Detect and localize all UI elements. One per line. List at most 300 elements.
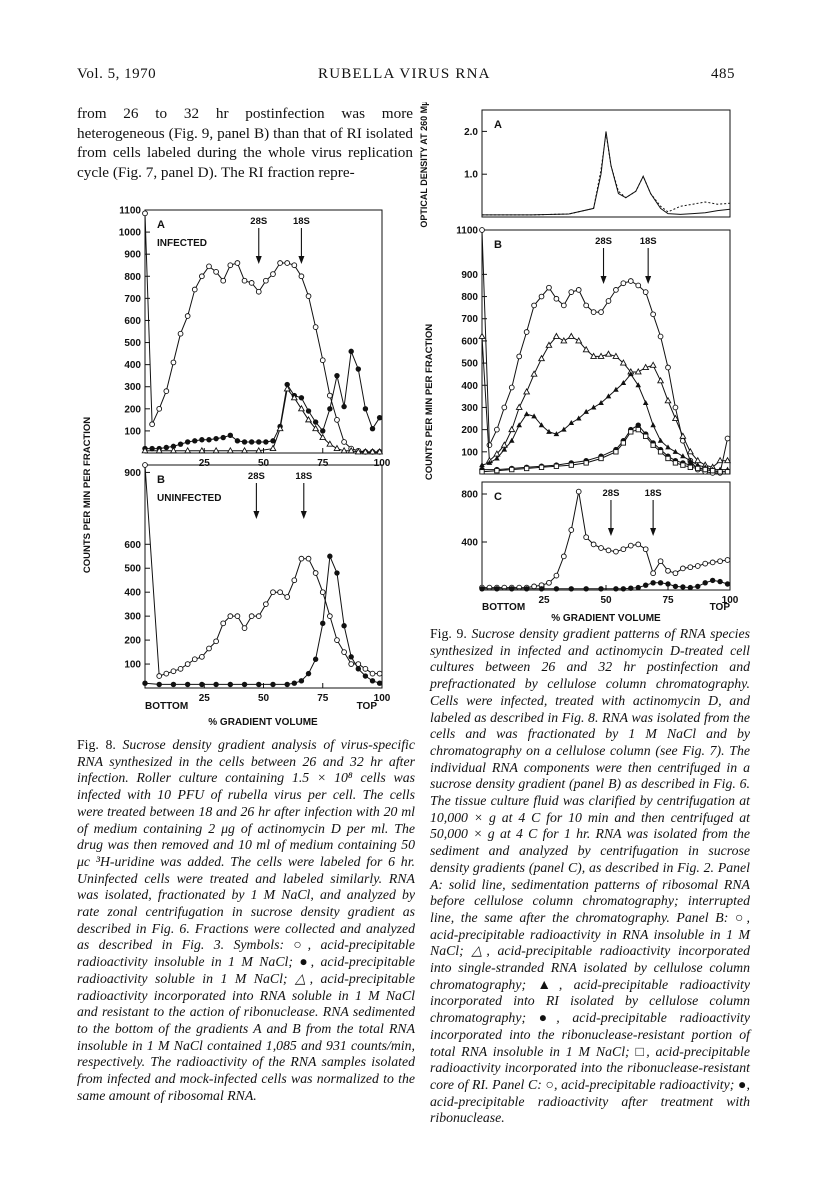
fig8A-series-1-point-12	[228, 433, 233, 438]
fig9B-series-4-point-1	[495, 468, 499, 472]
fig9B-series-1-point-12	[568, 333, 574, 338]
fig8B-series-0-point-13	[242, 626, 247, 631]
fig9C-series-0-point-18	[614, 549, 619, 554]
fig9B-series-1-point-23	[650, 362, 656, 367]
fig8A-panel-letter: A	[157, 219, 165, 231]
fig9B-series-4-point-6	[569, 463, 573, 467]
fig9B-ytick-label-3: 400	[461, 380, 478, 392]
fig8B-series-0-point-31	[370, 671, 375, 676]
fig9A-series-0-line	[482, 131, 730, 215]
fig9B-series-0-point-25	[666, 365, 671, 370]
fig9C-series-1-point-12	[636, 585, 641, 590]
fig9B-series-4-point-17	[673, 461, 677, 465]
fig8B-series-1-point-19	[348, 654, 353, 659]
fig9B-ytick-label-0: 100	[461, 447, 478, 459]
fig8B-series-1-point-11	[292, 681, 297, 686]
fig8A-series-0-point-3	[164, 389, 169, 394]
fig9B-frame	[482, 230, 730, 474]
fig8A-series-0-point-19	[278, 261, 283, 266]
fig8A-xtick-label-2: 75	[317, 458, 329, 469]
fig8B-series-1-point-10	[285, 682, 290, 687]
fig8B-ytick-label-5: 600	[124, 539, 141, 551]
fig9B-series-0-point-18	[614, 287, 619, 292]
fig8B-series-0-point-27	[342, 650, 347, 655]
fig8A-ytick-label-4: 500	[124, 338, 141, 350]
fig8B-series-1-line	[145, 556, 380, 684]
fig9C-series-1-point-4	[539, 586, 544, 591]
fig8A-series-2-point-5	[213, 448, 219, 453]
fig8B-series-0-point-21	[299, 556, 304, 561]
fig9-top-label: TOP	[709, 602, 730, 613]
fig9B-series-4-point-3	[524, 466, 528, 470]
fig8A-ytick-label-9: 1000	[118, 227, 141, 239]
fig8A-ytick-label-6: 700	[124, 293, 141, 305]
fig8B-series-0-point-2	[164, 671, 169, 676]
fig8B-series-1-point-23	[377, 681, 382, 686]
fig8B-series-0-point-20	[292, 578, 297, 583]
fig9B-series-2-point-14	[583, 409, 589, 414]
fig8A-series-1-point-9	[206, 437, 211, 442]
fig9B-series-2-point-22	[643, 400, 649, 405]
fig8A-series-0-point-23	[306, 294, 311, 299]
fig9C-series-1-point-21	[703, 580, 708, 585]
fig8B-series-1-point-4	[199, 682, 204, 687]
fig8A-series-0-point-15	[249, 281, 254, 286]
fig9B-ytick-label-7: 800	[461, 292, 478, 304]
fig8A-series-0-point-6	[185, 314, 190, 319]
fig9C-ytick-label-1: 800	[461, 489, 478, 501]
figure-9-caption-label: Fig. 9.	[430, 626, 467, 641]
fig8B-series-1-point-9	[270, 682, 275, 687]
fig8B-series-1-point-2	[171, 682, 176, 687]
fig8A-ytick-label-10: 1100	[119, 205, 141, 217]
fig9B-series-4-point-22	[710, 468, 714, 472]
fig8A-ytick-label-3: 400	[124, 360, 141, 372]
fig8A-series-0-point-5	[178, 331, 183, 336]
fig9B-series-0-point-9	[547, 285, 552, 290]
fig9C-series-0-point-32	[718, 559, 723, 564]
fig8A-series-0-point-24	[313, 325, 318, 330]
fig8A-marker-label-1: 18S	[292, 216, 310, 227]
fig8A-series-0-point-8	[199, 274, 204, 279]
fig8-top-label: TOP	[356, 701, 377, 712]
fig8B-xtick-label-2: 75	[317, 693, 329, 704]
fig8A-series-0-point-28	[342, 440, 347, 445]
fig8A-series-2-point-7	[242, 448, 248, 453]
fig8B-series-0-point-18	[278, 590, 283, 595]
fig8B-series-0-point-15	[256, 614, 261, 619]
figure-9-caption-text: Sucrose density gradient patterns of RNA species synthesized in infected and actinomycin D-treated cell cultures between 26 and 32 hr postinfection and prefractionated by cellulose column chromatography. Cells were infected, treated with actinomycin D, and labeled as described in Fig. 8. RNA was isolated from the cells and was fractionated by 1 M NaCl and by chromatography on a cellulose column (see Fig. 7). The individual RNA components were then centrifuged in a sucrose density gradient (panel B) as described in Fig. 6. The tissue culture fluid was clarified by centrifugation at 10,000 × g at 4 C for 10 min and then centrifuged at 50,000 × g at 4 C for 1 hr. RNA was isolated from the sediment and analyzed by centrifugation in sucrose density gradients (panel C), as described in Fig. 2. Panel A: solid line, sedimentation patterns of ribosomal RNA before cellulose column chromatography; interrupted line, the same after the chromatography. Panel B: ○, acid-precipitable radioactivity in RNA insoluble in 1 M NaCl; △, acid-precipitable radioactivity incorporated into single-stranded RNA isolated by cellulose column chromatography; ▲, acid-precipitable radioactivity incorporated into RI isolated by cellulose column chromatography; ●, acid-precipitable radioactivity incorporated into the ribonuclease-resistant portion of total RNA insoluble in 1 M NaCl; □, acid-precipitable radioactivity incorporated into the ribonuclease-resistant core of RI. Panel C: ○, acid-precipitable radioactivity; ●, acid-precipitable radioactivity after treatment with ribonuclease.	[430, 626, 751, 1126]
fig9B-series-0-point-2	[494, 427, 499, 432]
fig9A-ytick-label-1: 2.0	[464, 126, 478, 138]
fig8A-series-0-point-13	[235, 261, 240, 266]
fig8B-series-0-point-30	[363, 666, 368, 671]
fig9-x-axis-label: % GRADIENT VOLUME	[551, 613, 661, 622]
fig9B-series-2-point-26	[673, 449, 679, 454]
fig8A-series-1-point-7	[192, 438, 197, 443]
fig9B-series-0-point-6	[524, 330, 529, 335]
fig9B-series-2-line	[482, 374, 728, 469]
fig9C-series-1-point-10	[621, 586, 626, 591]
fig9B-series-0-point-5	[517, 354, 522, 359]
fig9B-series-1-point-0	[479, 333, 485, 338]
fig8A-ytick-label-7: 800	[124, 271, 141, 283]
fig8-x-axis-label: % GRADIENT VOLUME	[208, 717, 318, 728]
fig8A-series-1-point-32	[370, 426, 375, 431]
fig8A-series-0-point-12	[228, 263, 233, 268]
fig9C-xtick-label-1: 50	[600, 595, 612, 606]
fig8A-ytick-label-2: 300	[124, 382, 141, 394]
fig8A-series-0-point-2	[157, 406, 162, 411]
fig9B-series-1-point-11	[561, 338, 567, 343]
fig8A-series-0-point-0	[143, 211, 148, 216]
figure-8-caption-text: Sucrose density gradient analysis of virus-specific RNA synthesized in the cells between 26 and 32 hr after infection. Roller culture containing 1.5 × 10⁸ cells was infected with 10 PFU of rubella virus per cell. The cells were treated between 18 and 26 hr after infection with 20 ml of medium containing 2 μg of actinomycin D per ml. The drug was then removed and 10 ml of medium containing 50 μc ³H-uridine was added. The cells were labeled for 6 hr. Uninfected cells were treated and labeled similarly. RNA was isolated, fractionated by 1 M NaCl, and analyzed by rate zonal centrifugation in sucrose density gradient as described in Fig. 6. Fractions were collected and analyzed as described in Fig. 3. Symbols: ○, acid-precipitable radioactivity insoluble in 1 M NaCl; ●, acid-precipitable radioactivity soluble in 1 M NaCl; △, acid-precipitable radioactivity incorporated into RNA soluble in 1 M NaCl and resistant to the action of ribonuclease. RNA sedimented to the bottom of the gradients A and B from the total RNA insoluble in 1 M NaCl contained 1,085 and 931 counts/min, respectively. The radioactivity of the RNA samples isolated from infected and mock-infected cells was normalized to the same amount of ribosomal RNA.	[77, 737, 416, 1103]
fig9B-ytick-label-5: 600	[461, 336, 478, 348]
fig8B-series-0-point-14	[249, 614, 254, 619]
fig8A-series-1-point-16	[256, 439, 261, 444]
fig9B-series-4-point-0	[480, 470, 484, 474]
fig8B-series-1-point-20	[356, 666, 361, 671]
fig9C-series-0-point-17	[606, 548, 611, 553]
fig9-bottom-label: BOTTOM	[482, 602, 526, 613]
fig8A-series-1-point-30	[356, 366, 361, 371]
fig8B-series-0-point-12	[235, 614, 240, 619]
fig8-y-axis-label: COUNTS PER MIN PER FRACTION	[82, 416, 93, 574]
fig8B-series-0-point-4	[178, 666, 183, 671]
fig8A-ytick-label-1: 200	[124, 404, 141, 416]
fig9C-series-0-point-9	[547, 580, 552, 585]
fig9C-series-1-point-15	[658, 580, 663, 585]
fig9A-panel-letter: A	[494, 119, 502, 131]
fig9C-ytick-label-0: 400	[461, 537, 478, 549]
fig8B-series-0-point-26	[335, 638, 340, 643]
fig9B-series-1-point-13	[576, 338, 582, 343]
fig8A-series-0-point-14	[242, 278, 247, 283]
fig9A-ytick-label-0: 1.0	[464, 169, 478, 181]
fig9B-series-4-point-15	[658, 450, 662, 454]
page-number: 485	[711, 66, 735, 82]
fig9B-series-1-point-8	[539, 356, 545, 361]
fig8B-series-1-point-14	[313, 657, 318, 662]
fig9B-ytick-label-2: 300	[461, 402, 478, 414]
running-header-volume: Vol. 5, 1970	[77, 66, 157, 82]
fig8B-series-1-point-3	[185, 682, 190, 687]
fig9B-series-4-point-4	[539, 465, 543, 469]
fig8B-series-1-point-17	[334, 570, 339, 575]
figure-8-plot	[77, 195, 417, 730]
fig8B-series-1-point-12	[299, 678, 304, 683]
fig9B-series-1-point-5	[516, 404, 522, 409]
fig8A-series-1-point-14	[242, 439, 247, 444]
fig9B-series-1-point-33	[725, 458, 731, 463]
fig9C-series-1-point-22	[710, 578, 715, 583]
fig8A-series-1-point-27	[334, 373, 339, 378]
fig9C-series-1-point-19	[688, 585, 693, 590]
fig9B-series-2-point-15	[591, 404, 597, 409]
fig9B-series-0-point-1	[487, 443, 492, 448]
fig9C-marker-label-0: 28S	[602, 488, 620, 499]
fig8A-series-1-point-6	[185, 439, 190, 444]
fig8B-series-0-point-1	[157, 674, 162, 679]
fig9B-series-1-point-7	[531, 371, 537, 376]
fig9C-marker-arrow-0	[608, 528, 614, 536]
fig9B-series-4-point-16	[666, 456, 670, 460]
fig9B-series-1-point-32	[717, 458, 723, 463]
fig8B-series-0-point-24	[320, 590, 325, 595]
fig9B-series-0-point-4	[509, 385, 514, 390]
fig8A-series-1-point-23	[306, 408, 311, 413]
fig9C-series-0-point-7	[532, 584, 537, 589]
fig8B-series-0-point-3	[171, 669, 176, 674]
fig9B-series-0-point-22	[643, 290, 648, 295]
fig9B-marker-arrow-1	[645, 276, 651, 284]
fig8-bottom-label: BOTTOM	[145, 701, 189, 712]
fig9B-series-4-point-20	[696, 466, 700, 470]
fig9C-series-1-point-23	[717, 579, 722, 584]
fig8B-ytick-label-1: 200	[124, 635, 141, 647]
fig8B-series-0-point-28	[349, 662, 354, 667]
fig8A-panel-label: INFECTED	[157, 238, 207, 249]
fig9C-series-0-point-30	[703, 561, 708, 566]
fig9B-series-4-point-12	[636, 427, 640, 431]
fig9C-series-0-point-11	[561, 554, 566, 559]
fig9C-series-1-point-0	[479, 586, 484, 591]
fig8B-ytick-label-0: 100	[124, 659, 141, 671]
fig8A-series-2-point-6	[228, 448, 234, 453]
fig8A-marker-arrow-1	[298, 256, 304, 264]
fig8B-marker-arrow-0	[253, 511, 259, 519]
fig8A-series-2-point-18	[334, 446, 340, 451]
fig8A-series-1-point-8	[199, 437, 204, 442]
fig9B-series-0-point-19	[621, 281, 626, 286]
fig8A-series-1-point-17	[263, 439, 268, 444]
figure-8-caption-label: Fig. 8.	[77, 737, 116, 752]
fig9C-series-1-point-17	[673, 584, 678, 589]
fig8A-series-0-point-21	[292, 263, 297, 268]
fig9B-series-4-point-23	[718, 470, 722, 474]
fig8B-series-0-point-5	[185, 662, 190, 667]
fig9B-ytick-label-4: 500	[461, 358, 478, 370]
fig8A-series-0-point-17	[263, 278, 268, 283]
fig8B-xtick-label-0: 25	[198, 693, 210, 704]
fig9C-series-0-point-27	[680, 566, 685, 571]
fig8A-series-0-point-16	[256, 289, 261, 294]
fig8A-series-1-point-10	[213, 436, 218, 441]
fig9C-series-0-point-21	[636, 542, 641, 547]
fig9-od-y-axis-label: OPTICAL DENSITY AT 260 Mμ	[419, 102, 429, 228]
fig9B-marker-label-1: 18S	[639, 236, 657, 247]
fig8A-series-0-point-7	[192, 287, 197, 292]
fig8A-series-1-point-26	[327, 406, 332, 411]
fig9C-series-0-point-25	[666, 568, 671, 573]
fig8B-ytick-label-2: 300	[124, 611, 141, 623]
fig8A-series-0-point-4	[171, 360, 176, 365]
fig8A-series-2-point-2	[171, 448, 177, 453]
fig8A-ytick-label-8: 900	[124, 249, 141, 261]
fig9B-ytick-label-6: 700	[461, 314, 478, 326]
fig8A-series-1-point-15	[249, 439, 254, 444]
fig8A-series-0-point-10	[214, 269, 219, 274]
fig9C-series-1-point-5	[554, 586, 559, 591]
fig9B-series-1-point-3	[502, 442, 508, 447]
fig9C-series-1-point-16	[665, 581, 670, 586]
fig9B-series-1-point-25	[665, 398, 671, 403]
fig9C-series-0-point-16	[599, 546, 604, 551]
fig9C-series-0-point-15	[591, 542, 596, 547]
fig9B-series-0-point-0	[480, 228, 485, 233]
fig9C-series-0-point-31	[710, 560, 715, 565]
fig9B-series-1-point-28	[688, 449, 694, 454]
fig8A-series-1-point-24	[313, 419, 318, 424]
fig9C-marker-arrow-1	[650, 528, 656, 536]
fig9B-series-4-point-5	[554, 464, 558, 468]
fig8A-series-0-point-11	[221, 278, 226, 283]
fig8A-marker-arrow-0	[256, 256, 262, 264]
fig8B-series-0-point-23	[313, 571, 318, 576]
running-header-title: RUBELLA VIRUS RNA	[318, 66, 491, 82]
fig8B-series-0-point-9	[214, 639, 219, 644]
fig8A-series-1-point-31	[363, 406, 368, 411]
fig9C-xtick-label-2: 75	[662, 595, 674, 606]
fig9C-series-0-line	[482, 492, 728, 588]
fig8B-series-0-point-32	[377, 671, 382, 676]
fig9C-series-0-point-26	[673, 571, 678, 576]
fig8A-series-1-point-33	[377, 415, 382, 420]
fig9C-xtick-label-0: 25	[538, 595, 550, 606]
fig9C-marker-label-1: 18S	[644, 488, 662, 499]
fig9C-series-0-point-10	[554, 573, 559, 578]
fig8B-series-0-point-22	[306, 556, 311, 561]
fig9B-series-0-point-24	[658, 334, 663, 339]
fig9B-series-4-point-19	[688, 465, 692, 469]
figure-8-caption	[77, 737, 415, 1104]
fig9A-series-1-line	[482, 134, 730, 215]
fig8B-panel-letter: B	[157, 474, 165, 486]
fig9B-series-1-point-6	[524, 389, 530, 394]
fig8B-series-0-point-8	[207, 646, 212, 651]
fig9B-series-0-point-21	[636, 283, 641, 288]
fig9C-series-0-point-29	[695, 564, 700, 569]
fig8A-xtick-label-0: 25	[198, 458, 210, 469]
fig9B-series-0-point-7	[532, 303, 537, 308]
fig9B-series-4-point-2	[510, 467, 514, 471]
fig8A-xtick-label-1: 50	[257, 458, 270, 469]
fig9C-series-1-point-6	[569, 586, 574, 591]
fig8B-series-1-point-8	[256, 682, 261, 687]
fig9C-series-0-point-20	[628, 543, 633, 548]
fig9B-series-0-point-17	[606, 299, 611, 304]
fig8A-series-1-point-28	[341, 404, 346, 409]
fig9B-series-0-point-11	[561, 303, 566, 308]
fig9B-series-0-point-16	[599, 310, 604, 315]
figure-8	[77, 195, 417, 730]
fig9C-series-1-point-11	[628, 586, 633, 591]
fig8A-series-1-point-29	[348, 349, 353, 354]
fig8B-series-0-point-25	[327, 614, 332, 619]
fig9B-series-4-point-21	[703, 467, 707, 471]
fig9C-series-1-point-1	[494, 586, 499, 591]
fig9C-series-1-point-18	[680, 584, 685, 589]
fig9B-series-0-point-20	[628, 279, 633, 284]
fig9B-series-0-point-14	[584, 303, 589, 308]
fig8A-series-1-point-11	[221, 435, 226, 440]
fig9C-series-1-point-2	[509, 586, 514, 591]
fig9C-series-0-point-12	[569, 528, 574, 533]
fig8A-ytick-label-5: 600	[124, 315, 141, 327]
fig9C-series-0-point-24	[658, 559, 663, 564]
fig8A-series-0-point-25	[320, 358, 325, 363]
fig8B-series-1-point-15	[320, 621, 325, 626]
fig9B-series-0-point-26	[673, 405, 678, 410]
fig8B-series-0-point-0	[143, 463, 148, 468]
fig8A-series-1-point-13	[235, 438, 240, 443]
fig9A-frame	[482, 110, 730, 217]
fig9B-series-1-point-4	[509, 427, 515, 432]
fig8A-series-0-point-26	[327, 393, 332, 398]
fig9C-series-1-point-9	[613, 586, 618, 591]
fig9C-series-1-point-24	[725, 581, 730, 586]
fig8A-marker-label-0: 28S	[250, 216, 268, 227]
fig9B-ytick-label-9: 1100	[456, 225, 478, 237]
fig8B-panel-label: UNINFECTED	[157, 493, 222, 504]
fig8B-series-1-point-0	[142, 681, 147, 686]
fig9B-series-0-point-13	[576, 287, 581, 292]
fig8B-series-1-point-18	[341, 623, 346, 628]
fig9B-marker-label-0: 28S	[595, 236, 612, 247]
fig9B-series-4-point-18	[681, 463, 685, 467]
fig8B-series-1-point-7	[242, 682, 247, 687]
fig8B-ytick-label-3: 400	[124, 587, 141, 599]
fig8B-marker-label-1: 18S	[295, 471, 313, 482]
fig9B-series-4-point-13	[643, 434, 647, 438]
fig9B-series-0-point-23	[651, 312, 656, 317]
fig9B-series-2-point-23	[650, 422, 656, 427]
fig9-y-axis-label: COUNTS PER MIN PER FRACTION	[424, 323, 435, 481]
fig8B-ytick-label-6: 900	[124, 467, 141, 479]
fig9C-series-0-point-19	[621, 547, 626, 552]
fig8A-series-2-point-9	[270, 446, 276, 451]
fig8B-series-1-point-22	[370, 678, 375, 683]
fig9C-series-0-point-13	[576, 489, 581, 494]
fig8A-series-1-point-22	[299, 395, 304, 400]
fig9B-series-2-point-6	[524, 411, 530, 416]
fig8B-series-0-point-17	[271, 590, 276, 595]
fig8A-series-0-point-20	[285, 261, 290, 266]
fig9B-series-4-point-9	[614, 450, 618, 454]
fig9B-panel-letter: B	[494, 239, 502, 251]
fig9C-xtick-label-3: 100	[721, 595, 739, 606]
fig8A-series-0-point-1	[150, 422, 155, 427]
figure-9-caption	[430, 626, 750, 1127]
fig9B-series-1-point-17	[606, 351, 612, 356]
intro-paragraph: from 26 to 32 hr postinfection was more heterogeneous (Fig. 9, panel B) than that of RI isolated from cells labeled during the whole virus replication cycle (Fig. 7, panel D). The RI fraction repre-	[77, 105, 413, 181]
fig8A-series-0-point-9	[207, 264, 212, 269]
body-text	[77, 104, 413, 182]
fig8A-series-1-point-3	[164, 445, 169, 450]
figure-9-plot	[410, 102, 755, 622]
fig8A-series-0-point-18	[271, 272, 276, 277]
fig9B-series-4-point-24	[725, 470, 729, 474]
fig9B-series-1-point-24	[658, 378, 664, 383]
fig8B-series-1-point-16	[327, 554, 332, 559]
fig8A-series-1-line	[145, 351, 380, 448]
fig9B-series-0-point-3	[502, 405, 507, 410]
fig9B-series-0-point-33	[725, 436, 730, 441]
fig9B-series-4-point-11	[629, 430, 633, 434]
fig9C-series-0-point-14	[584, 535, 589, 540]
fig8A-ytick-label-0: 100	[124, 426, 141, 438]
fig8B-xtick-label-3: 100	[373, 693, 391, 704]
